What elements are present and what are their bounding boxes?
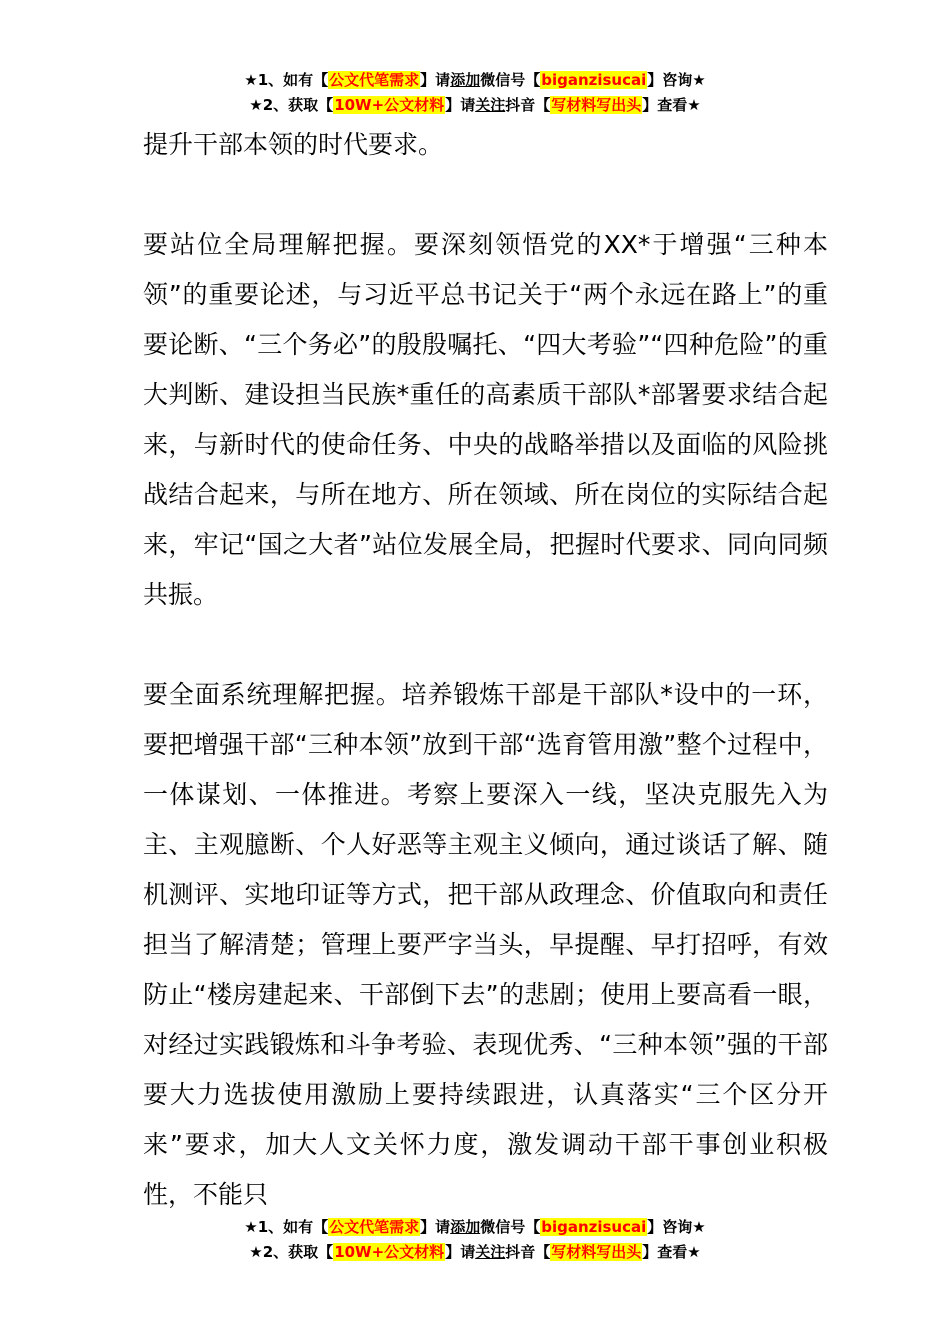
paragraph-2: 要站位全局理解把握。要深刻领悟党的XX*于增强“三种本领”的重要论述，与习近平总书记关于“两个永远在路上”的重要论断、“三个务必”的殷殷嘱托、“四大考验”“四种危险”的重大判断、建设担当民族*重任的高素质干部队*部署要求结合起来，与新时代的使命任务、中央的战略举措以及面临的风险挑战结合起来，与所在地方、所在领域、所在岗位的实际结合起来，牢记“国之大者”站位发展全局，把握时代要求、同向同频共振。 xyxy=(143,230,828,609)
banner-line-2: ★2、获取【10W+公文材料】请关注抖音【写材料写出头】查看★ xyxy=(249,1243,701,1261)
highlight-douyin: 写材料写出头 xyxy=(551,1243,642,1261)
highlight-materials: 10W+公文材料 xyxy=(334,1243,445,1261)
highlight-service: 公文代笔需求 xyxy=(329,71,420,89)
footer-banner xyxy=(0,1215,950,1265)
highlight-douyin: 写材料写出头 xyxy=(551,96,642,114)
banner-line-1: ★1、如有【公文代笔需求】请添加微信号【biganzisucai】咨询★ xyxy=(244,1218,706,1236)
document-body xyxy=(143,120,828,1220)
highlight-materials: 10W+公文材料 xyxy=(334,96,445,114)
highlight-wechat-id: biganzisucai xyxy=(541,1218,647,1236)
header-banner xyxy=(0,68,950,118)
highlight-service: 公文代笔需求 xyxy=(329,1218,420,1236)
banner-line-2: ★2、获取【10W+公文材料】请关注抖音【写材料写出头】查看★ xyxy=(249,96,701,114)
banner-line-1: ★1、如有【公文代笔需求】请添加微信号【biganzisucai】咨询★ xyxy=(244,71,706,89)
highlight-wechat-id: biganzisucai xyxy=(541,71,647,89)
paragraph-1: 提升干部本领的时代要求。 xyxy=(143,130,444,159)
paragraph-3: 要全面系统理解把握。培养锻炼干部是干部队*设中的一环，要把增强干部“三种本领”放到干部“选育管用激”整个过程中，一体谋划、一体推进。考察上要深入一线，坚决克服先入为主、主观臆断、个人好恶等主观主义倾向，通过谈话了解、随机测评、实地印证等方式，把干部从政理念、价值取向和责任担当了解清楚；管理上要严字当头，早提醒、早打招呼，有效防止“楼房建起来、干部倒下去”的悲剧；使用上要高看一眼，对经过实践锻炼和斗争考验、表现优秀、“三种本领”强的干部要大力选拔使用激励上要持续跟进，认真落实“三个区分开来”要求，加大人文关怀力度，激发调动干部干事创业积极性，不能只 xyxy=(143,680,828,1209)
